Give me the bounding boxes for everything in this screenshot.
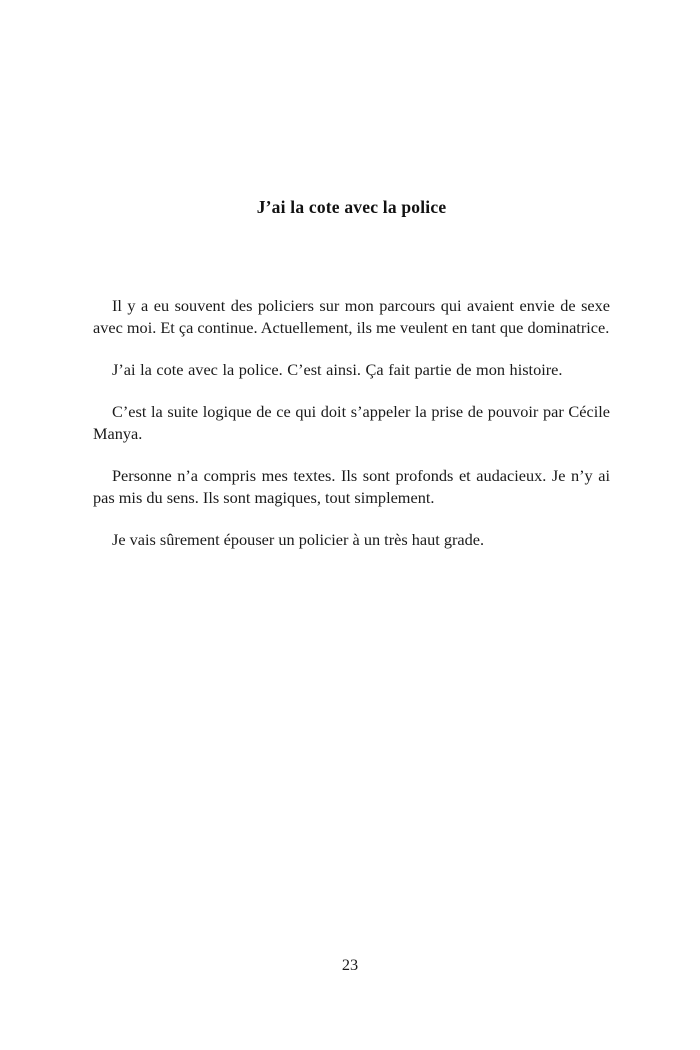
paragraph: Il y a eu souvent des policiers sur mon parcours qui avaient envie de sexe avec moi. Et ça continue. Actuellement, ils me veulent en tant que dominatrice. — [93, 295, 610, 338]
page-content — [93, 196, 610, 552]
page-number: 23 — [341, 955, 359, 974]
paragraph: Je vais sûrement épouser un policier à un très haut grade. — [112, 529, 485, 549]
paragraph: J’ai la cote avec la police. C’est ainsi. Ça fait partie de mon histoire. — [112, 359, 563, 379]
paragraph: Personne n’a compris mes textes. Ils sont profonds et audacieux. Je n’y ai pas mis du sens. Ils sont magiques, tout simplement. — [93, 465, 610, 508]
body-text — [93, 295, 610, 552]
paragraph: C’est la suite logique de ce qui doit s’appeler la prise de pouvoir par Cécile Manya. — [93, 401, 610, 444]
chapter-title: J’ai la cote avec la police — [256, 197, 447, 217]
